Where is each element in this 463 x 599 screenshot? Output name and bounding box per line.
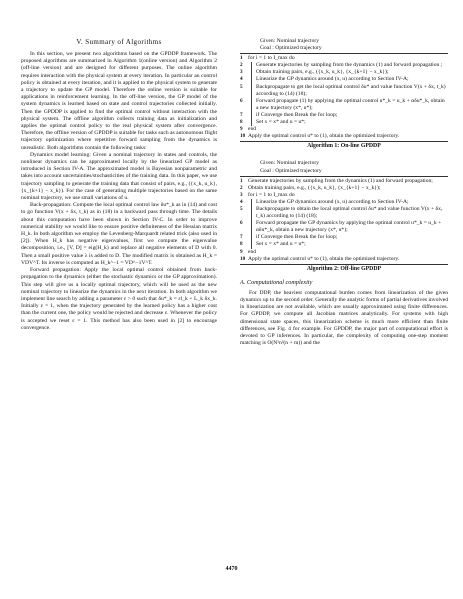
subsection-title: A. Computational complexity xyxy=(240,278,313,286)
line-number: 7 xyxy=(240,111,243,118)
paragraph-dynamics-learning: Dynamics model learning: Given a nominal trajectory in states and controls, the nonlinear dynamics can be approximated locally by the linearized GP model as introduced in Section IV-A. The approximated model is Bayesian nonparametric and takes into account uncertainties/stochasticities of the training data. In this paper, we use trajectory sampling to generate the training data that consist of pairs, e.g., ({x_k, u_k}, {x_{k+1} − x_k}). For the case of generating multiple trajectories based on the same nominal trajectory, we use small variations of u. xyxy=(21,151,217,202)
paragraph-back-propagation: Back-propagation: Compute the local optimal control law δu*_k as in (14) and cost to go function V(x + δx, t_k) as in (18) in a backward pass through time. The details about this computation have been shown in Section IV-C. In order to improve numerical stability we would like to ensure positive definiteness of the Hessian matrix H_k. In both algorithm we employ the Levenberg-Marquardt related trick (also used in [2]). When H_k has negative eigenvalues, first we compute the eigenvalue decomposition, i.e., [V, D] = eig(H_k) and replace all negative elements of D with 0. Then a small positive value λ is added to D. The modified matrix is obtained as H_k = VDV^T. Its inverse is computed as H_k^−1 = VD^−1V^T. xyxy=(21,202,217,266)
line-text: Apply the optimal control u* to (1), obtain the optimized trajectory. xyxy=(248,255,400,262)
algo2-line xyxy=(240,249,448,256)
line-number: 8 xyxy=(240,241,243,248)
line-text: for i = 1 to I_max do xyxy=(248,191,295,198)
algo2-rule xyxy=(240,176,448,177)
algo1-line xyxy=(240,84,448,98)
line-number: 1 xyxy=(240,177,243,184)
algo2-caption: Algorithm 2: Off-line GPDDP xyxy=(306,265,382,272)
line-text: Forward propagate (1) by applying the optimal control u*_k = u_k + αδu*_k, obtain a new trajectory (x*, u*); xyxy=(251,98,448,112)
algo1-line xyxy=(240,119,448,126)
algo1-lines xyxy=(240,55,448,140)
page-number: 4470 xyxy=(225,566,238,572)
algo2-line xyxy=(240,199,448,206)
algorithm-2 xyxy=(240,160,448,272)
algo2-line xyxy=(240,220,448,234)
algo2-given: Given: Nominal trajectory xyxy=(260,160,320,167)
line-number: 2 xyxy=(240,184,243,191)
line-number: 3 xyxy=(240,69,243,76)
algo2-line xyxy=(240,192,448,199)
line-number: 6 xyxy=(240,220,243,227)
algo2-rule-bottom xyxy=(240,264,448,265)
line-text: if Converge then Break the for loop; xyxy=(251,234,448,241)
line-number: 2 xyxy=(240,62,243,69)
line-number: 1 xyxy=(240,55,243,62)
line-text: if Converge then Break the for loop; xyxy=(251,112,448,119)
line-text: Generate trajectories by sampling from the dynamics (1) and forward propagation ; xyxy=(251,62,448,69)
line-number: 3 xyxy=(240,191,243,198)
algo2-line xyxy=(240,178,448,185)
algo1-line xyxy=(240,133,448,140)
paragraph-intro: In this section, we present two algorithms based on the GPDDP framework. The proposed algorithms are summarized in Algorithm 1(online version) and Algorithm 2 (off-line version) and are designed for different purposes. The online algorithm requires interaction with the physical system at every iteration. In particular an control policy is obtained at every iteration, and it is applied to the physical system to generate a trajectory to update the GP model. Therefore the online version is suitable for applications in reinforcement learning. In the off-line version, the GP model of the system dynamics is learned based on state and control trajectories collected initially. Then the GPDDP is applied to find the optimal control without interaction with the physical system. The offline algorithm collects training data as initialization and applies the optimal control policy to the real physical system after convergence. Therefore, the offline version of GPDDP is suitable for tasks such as autonomous flight trajectory optimization where repetitive forward sampling from the dynamics is unrealistic. Both algorithms contain the following tasks: xyxy=(21,51,217,151)
algo2-goal: Goal : Optimized trajectory xyxy=(260,167,322,174)
algo1-rule-bottom xyxy=(240,141,448,142)
line-text: Obtain training pairs, e.g., ({x_k, u_k}, {x_{k+1} − x_k}); xyxy=(251,69,448,76)
line-number: 10 xyxy=(240,133,246,140)
line-number: 8 xyxy=(240,119,243,126)
left-column xyxy=(21,38,217,332)
line-text: Set x = x* and u = u*; xyxy=(251,119,448,126)
section-title: V. Summary of Algorithms xyxy=(76,38,162,46)
line-text: Backpropagate to obtain the local optimal control δu* and value function V(x + δx, t_k) according to (14) (18); xyxy=(251,206,448,220)
paragraph-complexity: For DDP, the heaviest computational burden comes from linearization of the given dynamics up to the second order. Generally the analytic forms of partial derivatives involved in linearization are not available, which are usually approximated using finite differences. For GPDDP, we compute all Jacobian matrices analytically. For systems with high dimensional state spaces, this linearization scheme is much more efficient than finite differences, see Fig. 4 for example. For GPDDP, the major part of computational effort is devoted to GP inferences. In particular, the complexity of computing one-step moment matching is O(N²n²(n + m)) and the xyxy=(240,289,448,347)
algo2-lines xyxy=(240,178,448,263)
line-text: end xyxy=(248,126,257,133)
line-number: 5 xyxy=(240,205,243,212)
line-number: 10 xyxy=(240,255,246,262)
algo1-caption: Algorithm 1: On-line GPDDP xyxy=(307,143,381,150)
line-text: Forward propagate the GP dynamics by applying the optimal control u*_k = u_k + αδu*_k, obtain a new trajectory (x*, u*); xyxy=(251,220,448,234)
algorithm-1 xyxy=(240,38,448,150)
line-text: Generate trajectories by sampling from the dynamics (1) and forward propagation; xyxy=(248,177,433,184)
line-number: 6 xyxy=(240,97,243,104)
line-number: 5 xyxy=(240,83,243,90)
line-text: Linearize the GP dynamics around (x, u) according to Section IV-A; xyxy=(251,76,448,83)
line-text: for i = 1 to I_max do xyxy=(248,55,295,62)
algo1-goal: Goal : Optimized trajectory xyxy=(260,45,322,52)
line-number: 4 xyxy=(240,198,243,205)
line-text: Set x = x* and u = u*; xyxy=(251,241,448,248)
algo1-line xyxy=(240,76,448,83)
line-text: Backpropagate to get the local optimal control δu* and value function V(x + δx, t_k) according to (14) (18); xyxy=(251,84,448,98)
algo2-line xyxy=(240,241,448,248)
line-text: Obtain training pairs, e.g., ({x_k, u_k}, {x_{k+1} − x_k}); xyxy=(248,184,381,191)
line-number: 4 xyxy=(240,76,243,83)
algo1-line xyxy=(240,112,448,119)
algo2-line xyxy=(240,185,448,192)
algo2-line xyxy=(240,206,448,220)
paragraph-forward-propagation: Forward propagation: Apply the local optimal control obtained from back-propagation to the dynamics (either the stochastic dynamics or the GP approximation). This step will give us a locally optimal trajectory, which will be used as the new nominal trajectory to linearize the dynamics in the next iteration. In both algorithm we implement line search by adding a parameter ε > 0 such that δu*_k = εl_k + L_k δx_k. Initially ε = 1, when the trajectory generated by the learned policy has a higher cost than the current one, the policy would be rejected and decrease ε. Whenever the policy is accepted we reset ε = 1. This method has also been used in [2] to encourage convergence. xyxy=(21,267,217,331)
line-text: end xyxy=(248,248,257,255)
line-number: 7 xyxy=(240,234,243,241)
algo2-line xyxy=(240,256,448,263)
algo1-line xyxy=(240,98,448,112)
algo2-line xyxy=(240,234,448,241)
right-column xyxy=(240,38,448,347)
line-number: 9 xyxy=(240,126,243,133)
line-number: 9 xyxy=(240,248,243,255)
line-text: Apply the optimal control u* to (1), obtain the optimized trajectory. xyxy=(248,133,400,140)
line-text: Linearize the GP dynamics around (x, u) according to Section IV-A; xyxy=(251,199,448,206)
algo1-given: Given: Nominal trajectory xyxy=(260,38,320,44)
